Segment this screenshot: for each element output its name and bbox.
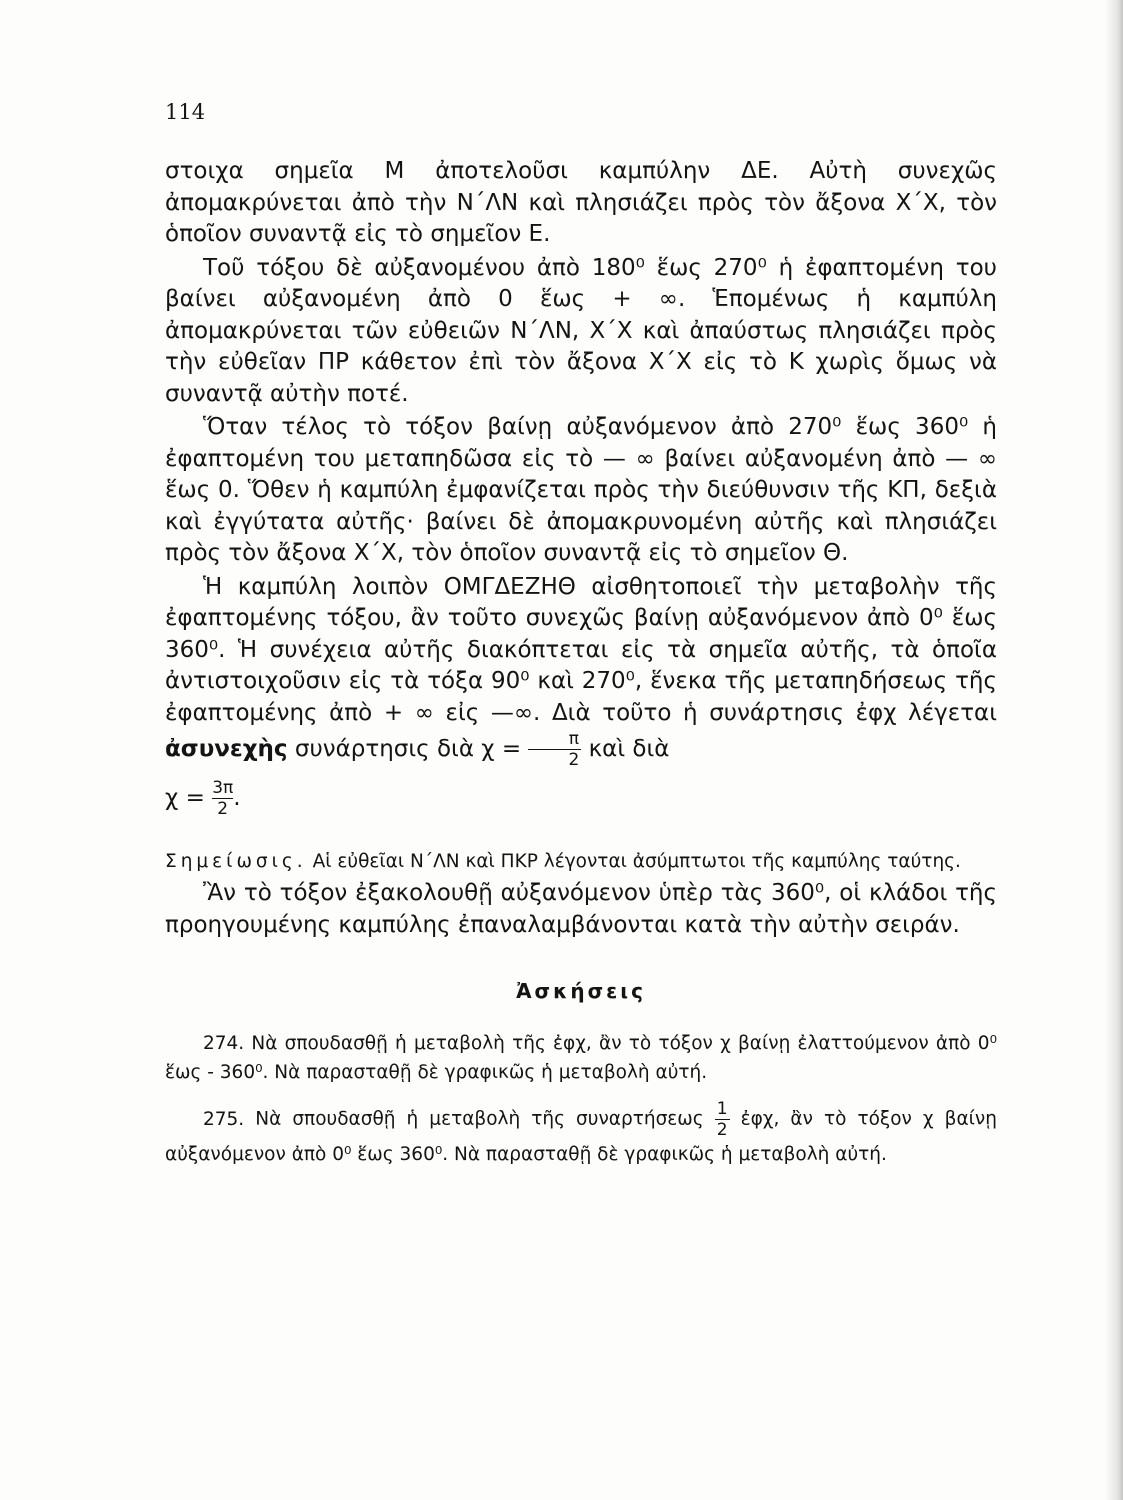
exercise-number: 275.: [203, 1108, 245, 1130]
fraction-numerator: π: [568, 729, 580, 749]
paragraph-after-note: Ἂν τὸ τόξον ἐξακολουθῇ αὐξανόμενον ὑπὲρ τὰς 360⁰, οἱ κλάδοι τῆς προηγουμένης καμπύλης ἐπαναλαμβάνονται κατὰ τὴν αὐτὴν σειράν.: [165, 880, 997, 938]
paragraph-4-after-bold: συνάρτησις διὰ χ =: [294, 736, 522, 762]
text-column: [165, 156, 997, 1169]
paragraph-4-after-fraction: καὶ διὰ: [588, 736, 670, 762]
paragraph-2: Τοῦ τόξου δὲ αὐξανομένου ἀπὸ 180⁰ ἕως 270⁰ ἡ ἐφαπτομένη του βαίνει αὐξανομένη ἀπὸ 0 ἕως + ∞. Ἑπομένως ἡ καμπύλη ἀπομακρύνεται τῶν εὐθειῶν Ν΄ΛΝ, Χ΄Χ καὶ ἀπαύστως πλησιάζει πρὸς τὴν εὐθεῖαν ΠΡ κάθετον ἐπὶ τὸν ἄξονα Χ΄Χ εἰς τὸ Κ χωρὶς ὅμως νὰ συναντᾷ αὐτὴν ποτέ.: [165, 254, 997, 407]
fraction-denominator: 2: [528, 749, 581, 770]
exercise-text-after: ἐφχ, ἂν τὸ τόξον χ βαίνῃ αὐξανόμενον ἀπὸ 0⁰ ἕως 360⁰. Νὰ παρασταθῇ δὲ γραφικῶς ἡ μεταβολὴ αὐτή.: [165, 1108, 997, 1165]
paragraph-3: Ὅταν τέλος τὸ τόξον βαίνῃ αὐξανόμενον ἀπὸ 270⁰ ἕως 360⁰ ἡ ἐφαπτομένη του μεταπηδῶσα εἰς τὸ — ∞ βαίνει αὐξανομένη ἀπὸ — ∞ ἕως 0. Ὅθεν ἡ καμπύλη ἐμφανίζεται πρὸς τὴν διεύθυνσιν τῆς ΚΠ, δεξιὰ καὶ ἐγγύτατα αὐτῆς· βαίνει δὲ ἀπομακρυνομένη αὐτῆς καὶ πλησιάζει πρὸς τὸν ἄξονα Χ΄Χ, τὸν ὁποῖον συναντᾷ εἰς τὸ σημεῖον Θ.: [165, 414, 997, 566]
equation-3pi-over-2: [165, 778, 997, 826]
fraction-denominator: 2: [212, 798, 233, 819]
equation-lhs: χ =: [165, 785, 205, 811]
exercise-275: [165, 1099, 997, 1169]
exercise-text: Νὰ σπουδασθῇ ἡ μεταβολὴ τῆς ἐφχ, ἂν τὸ τόξον χ βαίνῃ ἐλαττούμενον ἀπὸ 0⁰ ἕως - 360⁰. Νὰ παρασταθῇ δὲ γραφικῶς ἡ μεταβολὴ αὐτή.: [165, 1033, 997, 1083]
page-number: 114: [165, 100, 206, 124]
fraction-1-over-2: [715, 1099, 730, 1140]
bold-term: ἀσυνεχὴς: [165, 736, 288, 762]
note: [165, 848, 997, 876]
fraction-numerator: 3π: [212, 778, 234, 798]
equation-end: .: [233, 785, 241, 811]
exercise-number: 274.: [203, 1033, 245, 1054]
note-text: Αἱ εὐθεῖαι Ν΄ΛΝ καὶ ΠΚΡ λέγονται ἀσύμπτωτοι τῆς καμπύλης ταύτης.: [312, 851, 961, 872]
note-label: Σημείωσις.: [165, 851, 307, 872]
exercise-274: [165, 1029, 997, 1087]
section-title-exercises: Ἀσκήσεις: [516, 979, 646, 1003]
fraction-pi-over-2: [528, 729, 581, 770]
fraction-denominator: 2: [716, 1120, 728, 1140]
page-edge-shadow: [1105, 0, 1123, 1500]
paragraph-4-text: Ἡ καμπύλη λοιπὸν ΟΜΓΔΕΖΗΘ αἰσθητοποιεῖ τὴν μεταβολὴν τῆς ἐφαπτομένης τόξου, ἂν τοῦτο συνεχῶς βαίνῃ αὐξανόμενον ἀπὸ 0⁰ ἕως 360⁰. Ἡ συνέχεια αὐτῆς διακόπτεται εἰς τὰ σημεῖα αὐτῆς, τὰ ὁποῖα ἀντιστοιχοῦσιν εἰς τὰ τόξα 90⁰ καὶ 270⁰, ἕνεκα τῆς μεταπηδήσεως τῆς ἐφαπτομένης ἀπὸ + ∞ εἰς —∞. Διὰ τοῦτο ἡ συνάρτησις ἐφχ λέγεται: [165, 573, 997, 726]
paragraph-1: στοιχα σημεῖα Μ ἀποτελοῦσι καμπύλην ΔΕ. Αὐτὴ συνεχῶς ἀπομακρύνεται ἀπὸ τὴν Ν΄ΛΝ καὶ πλησιάζει πρὸς τὸν ἄξονα Χ΄Χ, τὸν ὁποῖον συναντᾷ εἰς τὸ σημεῖον Ε.: [165, 158, 997, 247]
exercise-text-before: Νὰ σπουδασθῇ ἡ μεταβολὴ τῆς συναρτήσεως: [255, 1108, 704, 1130]
fraction-3pi-over-2: [212, 778, 233, 819]
fraction-numerator: 1: [716, 1099, 728, 1119]
paragraph-4: [165, 572, 997, 771]
